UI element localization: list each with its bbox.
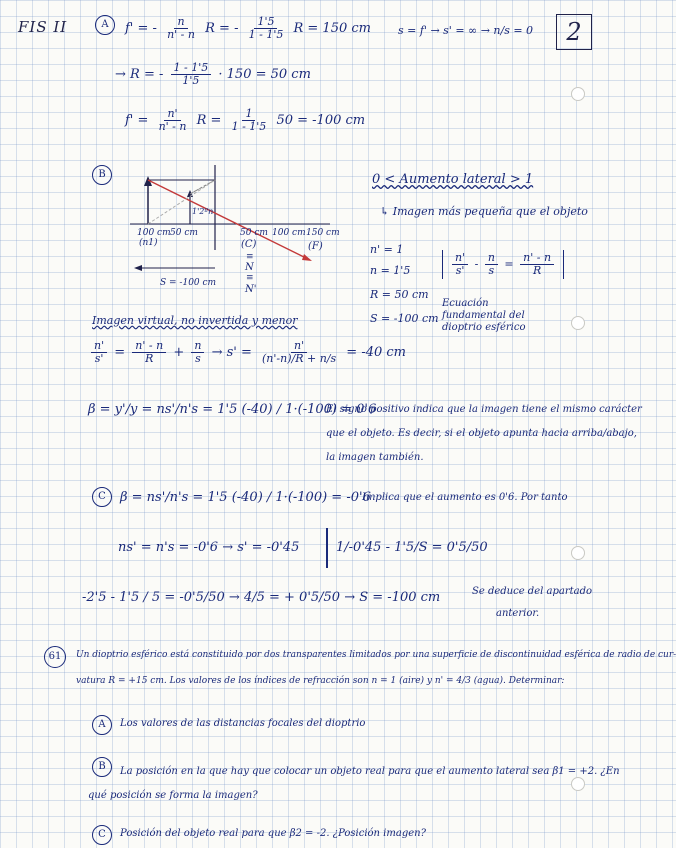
beta-note-2: que el objeto. Es decir, si el objeto apunta hacia arriba/abajo, [326, 428, 637, 439]
problem-number: 61 [44, 644, 66, 668]
beta-note-1: El signo positivo indica que la imagen tiene el mismo carácter [326, 404, 642, 415]
part-c-label: C [92, 484, 112, 507]
diag-label-eq-1: ≡ [246, 252, 254, 262]
diag-label-eq-2: ≡ [246, 273, 254, 283]
binder-hole [571, 87, 585, 101]
underline-note: Imagen virtual, no invertida y menor [92, 314, 298, 327]
diag-label-n2: N' [245, 284, 257, 295]
subject-title: FIS II [18, 18, 68, 36]
beta-note-3: la imagen también. [326, 452, 424, 463]
c-conclusion-1: Se deduce del apartado [472, 586, 593, 597]
binder-hole [571, 777, 585, 791]
part-a-label: A [95, 12, 115, 35]
part-b-label: B [92, 162, 112, 185]
diag-label-f: (F) [308, 241, 323, 252]
c-divider [326, 528, 328, 568]
page-number-box [556, 14, 592, 50]
diag-label-50: 50 cm [170, 228, 198, 238]
binder-hole [571, 316, 585, 330]
item-a-text: Los valores de las distancias focales del dioptrio [120, 718, 366, 729]
eq1: f' = - $\frac{n}{n' - n}$ R = - $\frac{1'5}{1 - 1'5}$ R = 150 cm [125, 15, 371, 42]
value-1: n' = 1 [370, 243, 404, 256]
diag-label-150: 150 cm [306, 228, 340, 238]
eq2: → R = - $\frac{1 - 1'5}{1'5}$ · 150 = 50 cm [115, 61, 311, 88]
diag-label-100-right: 100 cm [272, 228, 306, 238]
c-beta-note: Implica que el aumento es 0'6. Por tanto [362, 492, 568, 503]
aumento-title: 0 < Aumento lateral > 1 [372, 172, 534, 187]
problem-statement-2: vatura R = +15 cm. Los valores de los índices de refracción son n = 1 (aire) y n' = 4/3 (agua). Determinar: [76, 676, 565, 686]
eq-fund-note: Ecuación fundamental del dioptrio esférico [442, 298, 526, 333]
boxed-eq: $\frac{n'}{s'}$ - $\frac{n}{s}$ = $\frac{n' - n}{R}$ [442, 250, 564, 279]
item-c-text: Posición del objeto real para que β2 = -2. ¿Posición imagen? [120, 828, 426, 839]
binder-hole [571, 546, 585, 560]
diag-label-ni: (n1) [139, 238, 158, 248]
item-b-text-2: qué posición se forma la imagen? [88, 790, 258, 801]
problem-statement-1: Un dioptrio esférico está constituido por dos transparentes limitados por una superficie de discontinuidad esférica de radio de cur- [76, 650, 676, 660]
c-beta-eq: β = ns'/n's = 1'5 (-40) / 1·(-100) = -0'6 [120, 490, 371, 505]
c-conclusion-2: anterior. [496, 608, 540, 619]
aumento-note: ↳ Imagen más pequeña que el objeto [380, 205, 588, 218]
value-3: R = 50 cm [370, 288, 429, 301]
item-a-label: A [92, 712, 112, 735]
page-number: 2 [566, 18, 582, 46]
c-frac-line: 1/-0'45 - 1'5/S = 0'5/50 [336, 540, 488, 555]
diag-label-100: 100 cm [137, 228, 171, 238]
side-note: s = f' → s' = ∞ → n/s = 0 [398, 24, 534, 37]
value-2: n = 1'5 [370, 264, 411, 277]
item-b-label: B [92, 754, 112, 777]
item-c-label: C [92, 822, 112, 845]
c-bottom-eq: -2'5 - 1'5 / 5 = -0'5/50 → 4/5 = + 0'5/50 → S = -100 cm [82, 590, 441, 605]
diag-label-s: S = -100 cm [160, 278, 217, 288]
c-eq-line: ns' = n's = -0'6 → s' = -0'45 [118, 540, 300, 555]
eq3: f' = $\frac{n'}{n' - n}$ R = $\frac{1}{1 - 1'5}$ 50 = -100 cm [125, 107, 366, 134]
diag-label-small: 1'2ºn [192, 207, 214, 216]
diag-label-n: N [245, 262, 254, 273]
diag-label-50-right: 50 cm [240, 228, 268, 238]
eq4: $\frac{n'}{s'}$ = $\frac{n' - n}{R}$ + $\frac{n}{s}$ → s' = $\frac{n'}{(n'-n)/R + n/s}$ = -40 cm [88, 340, 406, 365]
beta-eq: β = y'/y = ns'/n's = 1'5 (-40) / 1·(-100) = 0'6 [88, 402, 377, 417]
value-4: S = -100 cm [370, 312, 439, 325]
diag-label-c: (C) [241, 239, 257, 250]
item-b-text-1: La posición en la que hay que colocar un objeto real para que el aumento lateral sea β1 = +2. ¿En [120, 766, 620, 777]
